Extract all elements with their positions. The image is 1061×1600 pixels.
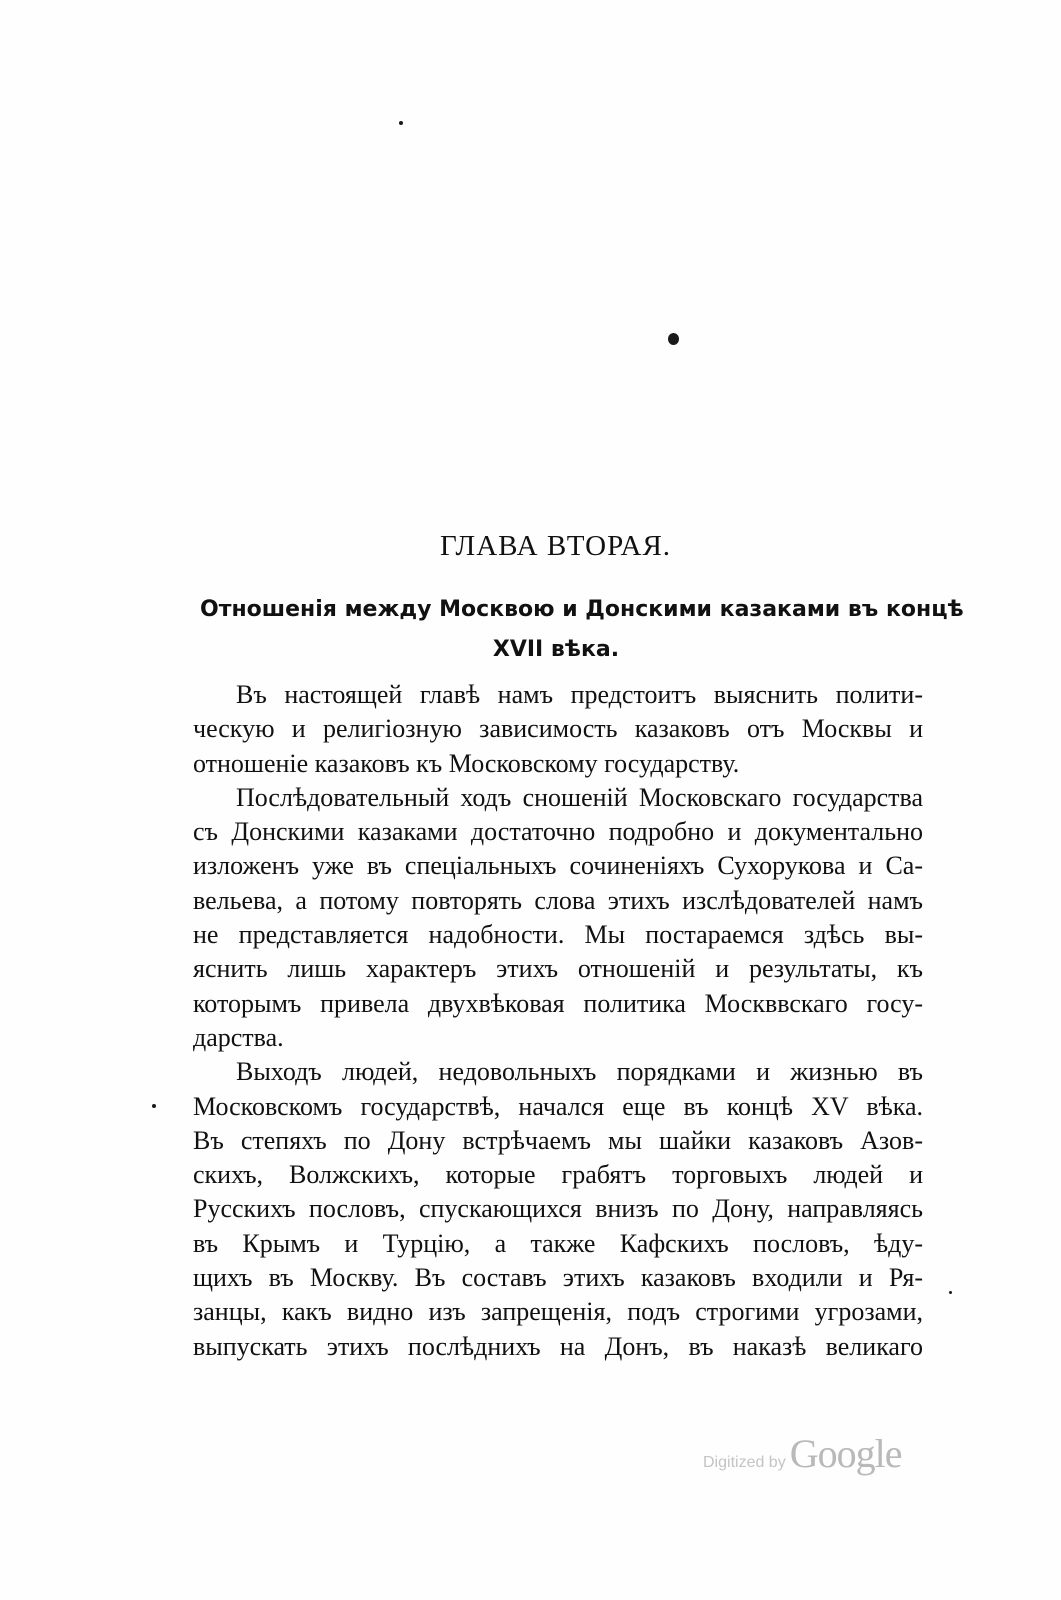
section-title-line: XVII вѣка. — [492, 637, 620, 662]
text-line: Послѣдовательный ходъ сношеній Московскаго государства — [236, 782, 923, 812]
text-line: скихъ, Волжскихъ, которые грабятъ торговыхъ людей и — [193, 1160, 923, 1190]
section-title — [200, 590, 964, 670]
body-text — [193, 678, 923, 1364]
text-line: Русскихъ пословъ, спускающихся внизъ по Дону, направляясь — [193, 1194, 923, 1224]
ink-speck — [152, 1104, 156, 1108]
text-line: въ Крымъ и Турцію, а также Кафскихъ пословъ, ѣду- — [193, 1228, 923, 1258]
ink-speck — [399, 121, 403, 125]
text-line: Московскомъ государствѣ, начался еще въ концѣ XV вѣка. — [193, 1091, 923, 1121]
text-line: выпускать этихъ послѣднихъ на Донъ, въ наказѣ великаго — [193, 1331, 923, 1361]
text-line: яснить лишь характеръ этихъ отношеній и результаты, къ — [193, 954, 923, 984]
ink-speck — [949, 1291, 952, 1294]
text-line: ческую и религіозную зависимость казаковъ отъ Москвы и — [193, 714, 923, 744]
text-line: не представляется надобности. Мы постараемся здѣсь вы- — [193, 920, 923, 950]
text-line: щихъ въ Москву. Въ составъ этихъ казаковъ входили и Ря- — [193, 1263, 923, 1293]
chapter-title: ГЛАВА ВТОРАЯ. — [439, 530, 672, 562]
text-line: занцы, какъ видно изъ запрещенія, подъ строгими угрозами, — [193, 1297, 923, 1327]
text-line: которымъ привела двухвѣковая политика Москввскаго госу- — [193, 988, 923, 1018]
text-line: Въ степяхъ по Дону встрѣчаемъ мы шайки казаковъ Азов- — [193, 1125, 923, 1155]
ink-speck — [668, 333, 679, 345]
text-line: дарства. — [193, 1022, 284, 1052]
text-line: вельева, а потому повторять слова этихъ изслѣдователей намъ — [193, 885, 923, 915]
watermark-prefix: Digitized by — [703, 1454, 786, 1471]
section-title-line: Отношенія между Москвою и Донскими казаками въ концѣ — [200, 597, 964, 622]
text-line: Въ настоящей главѣ намъ предстоитъ выяснить полити- — [236, 680, 923, 709]
google-logo: Google — [789, 1431, 902, 1476]
text-line: изложенъ уже въ спеціальныхъ сочиненіяхъ Сухорукова и Са- — [193, 851, 923, 881]
digitized-watermark — [703, 1430, 933, 1490]
text-line: отношеніе казаковъ къ Московскому государству. — [193, 748, 740, 778]
text-line: Выходъ людей, недовольныхъ порядками и жизнью въ — [236, 1057, 923, 1087]
text-line: съ Донскими казаками достаточно подробно и документально — [193, 817, 923, 847]
